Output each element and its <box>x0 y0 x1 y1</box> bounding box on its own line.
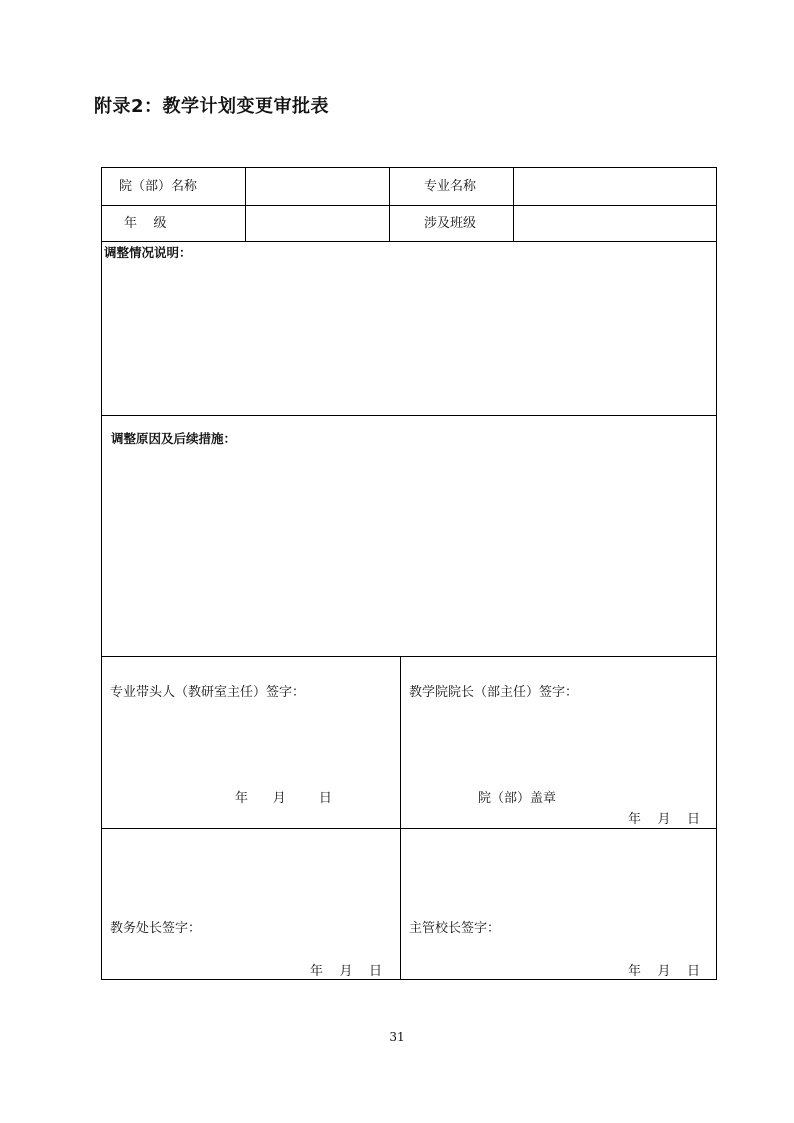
academic-affairs-date: 年 月 日 <box>310 964 383 979</box>
adjustment-reason-field[interactable] <box>104 450 714 654</box>
classes-field[interactable] <box>515 207 714 240</box>
row-divider <box>102 828 716 829</box>
page-number: 31 <box>389 1030 405 1044</box>
dean-stamp-label: 院（部）盖章 <box>478 791 557 806</box>
col-divider <box>400 656 401 979</box>
vice-president-date: 年 月 日 <box>628 964 701 979</box>
major-leader-date: 年 月 日 <box>235 791 332 806</box>
col-divider <box>513 168 514 242</box>
row-divider <box>102 241 716 242</box>
dean-date: 年 月 日 <box>628 812 701 827</box>
classes-label: 涉及班级 <box>424 216 477 231</box>
row-divider <box>102 656 716 657</box>
major-name-label: 专业名称 <box>424 179 477 194</box>
col-divider <box>389 168 390 242</box>
college-name-label: 院（部）名称 <box>119 179 198 194</box>
adjustment-description-label: 调整情况说明： <box>104 245 192 260</box>
adjustment-reason-label: 调整原因及后续措施： <box>111 431 237 446</box>
adjustment-description-field[interactable] <box>104 263 714 413</box>
row-divider <box>102 415 716 416</box>
grade-field[interactable] <box>247 207 387 240</box>
vice-president-signature-label: 主管校长签字： <box>409 921 501 936</box>
grade-label: 年 级 <box>124 216 167 231</box>
approval-form-table <box>101 167 717 980</box>
row-divider <box>102 205 716 206</box>
major-leader-signature-label: 专业带头人（教研室主任）签字： <box>110 685 306 700</box>
major-name-field[interactable] <box>515 170 714 204</box>
college-name-field[interactable] <box>247 170 387 204</box>
dean-signature-label: 教学院院长（部主任）签字： <box>409 685 579 700</box>
academic-affairs-signature-label: 教务处长签字： <box>110 921 202 936</box>
page-title: 附录2：教学计划变更审批表 <box>94 96 330 117</box>
col-divider <box>245 168 246 242</box>
